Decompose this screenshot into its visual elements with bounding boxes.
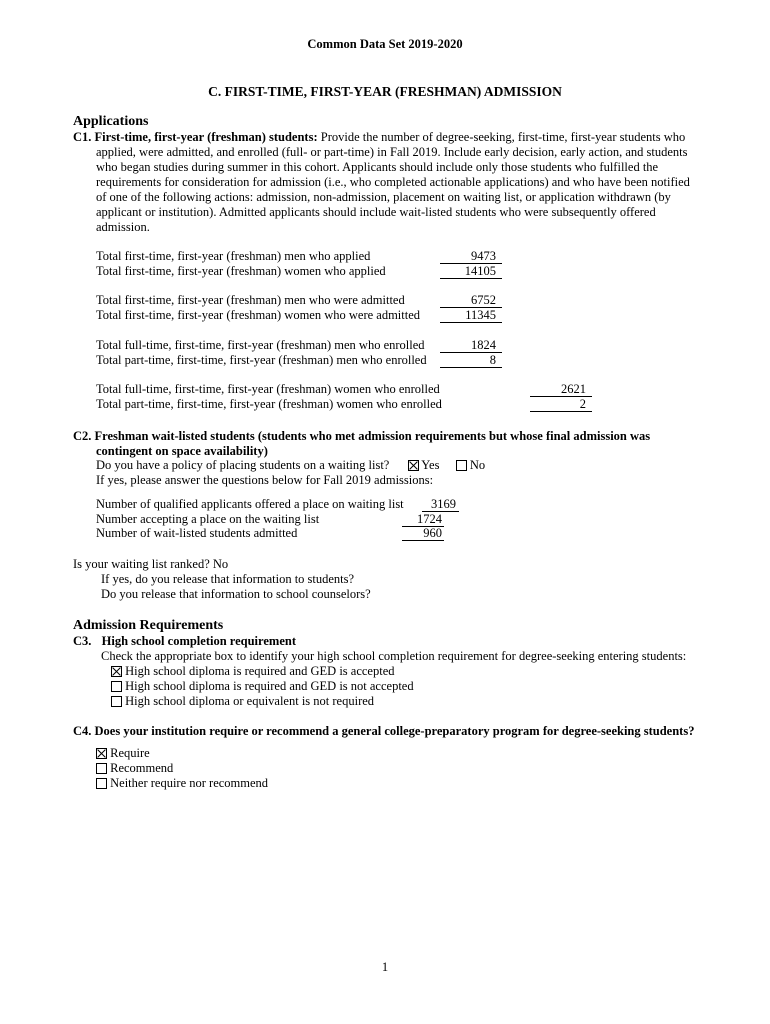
- waitlist-offered-label: Number of qualified applicants offered a place on waiting list: [96, 497, 404, 511]
- c1-line: requirements for consideration for admission (i.e., who completed actionable applications) and who have been notified: [96, 175, 690, 189]
- c4-question: [73, 724, 694, 740]
- c1-question: [73, 130, 685, 146]
- men-ft-enrolled-label: Total full-time, first-time, first-year (freshman) men who enrolled: [96, 338, 425, 352]
- c3-option-label: High school diploma is required and GED is not accepted: [125, 679, 414, 693]
- c3-option: [111, 664, 395, 680]
- section-title: C. FIRST-TIME, FIRST-YEAR (FRESHMAN) ADMISSION: [208, 84, 562, 99]
- page-header: Common Data Set 2019-2020: [307, 37, 463, 51]
- c4-option-label: Neither require nor recommend: [110, 776, 269, 790]
- page-number: 1: [381, 960, 389, 974]
- women-ft-enrolled-value: 2621: [530, 382, 592, 397]
- c1-line: admission.: [96, 220, 150, 234]
- c1-line: applicant or institution). Admitted applicants should include wait-listed students who were subsequently offered: [96, 205, 656, 219]
- c1-line: applied, were admitted, and enrolled (full- or part-time) in Fall 2019. Include early decision, early action, and students: [96, 145, 688, 159]
- c4-option-checkbox[interactable]: [96, 778, 107, 789]
- women-admitted-value: 11345: [440, 308, 502, 323]
- c3-option: [111, 679, 414, 695]
- women-pt-enrolled-label: Total part-time, first-time, first-year (freshman) women who enrolled: [96, 397, 442, 411]
- men-pt-enrolled-value: 8: [440, 353, 502, 368]
- waitlist-followup: If yes, please answer the questions below for Fall 2019 admissions:: [96, 473, 434, 487]
- c4-option-checkbox[interactable]: [96, 748, 107, 759]
- c3-label: C3.: [73, 634, 92, 648]
- men-pt-enrolled-label: Total part-time, first-time, first-year (freshman) men who enrolled: [96, 353, 427, 367]
- release-students: If yes, do you release that information to students?: [101, 572, 355, 586]
- waitlist-policy-row: [96, 458, 485, 474]
- waitlist-policy-question: Do you have a policy of placing students on a waiting list?: [96, 458, 390, 472]
- c2-label: C2.: [73, 429, 92, 443]
- c3-option-label: High school diploma or equivalent is not required: [125, 694, 375, 708]
- waitlist-admitted-label: Number of wait-listed students admitted: [96, 526, 298, 540]
- c4-option-checkbox[interactable]: [96, 763, 107, 774]
- women-admitted-label: Total first-time, first-year (freshman) women who were admitted: [96, 308, 421, 322]
- c2-question: [73, 429, 650, 445]
- men-applied-value: 9473: [440, 249, 502, 264]
- men-ft-enrolled-value: 1824: [440, 338, 502, 353]
- c3-option-checkbox[interactable]: [111, 666, 122, 677]
- c4-option: [96, 776, 268, 792]
- waitlist-admitted-value: 960: [402, 526, 444, 541]
- c1-line: who began studies during summer in this cohort. Applicants should include only those students who fulfilled the: [96, 160, 659, 174]
- c4-title: Does your institution require or recommend a general college-preparatory program for degree-seeking students?: [94, 724, 695, 738]
- c3-question: [73, 634, 296, 650]
- women-pt-enrolled-value: 2: [530, 397, 592, 412]
- c3-option-checkbox[interactable]: [111, 681, 122, 692]
- release-counselors: Do you release that information to school counselors?: [101, 587, 371, 601]
- c1-line: of one of the following actions: admission, non-admission, placement on waiting list, or application withdrawn (by: [96, 190, 671, 204]
- c3-option-label: High school diploma is required and GED is accepted: [125, 664, 395, 678]
- women-ft-enrolled-label: Total full-time, first-time, first-year (freshman) women who enrolled: [96, 382, 440, 396]
- men-applied-label: Total first-time, first-year (freshman) men who applied: [96, 249, 371, 263]
- c3-instruction: Check the appropriate box to identify your high school completion requirement for degree-seeking entering students:: [101, 649, 687, 663]
- c3-title: High school completion requirement: [101, 634, 296, 648]
- c1-label: C1.: [73, 130, 92, 144]
- waitlist-yes-checkbox[interactable]: [408, 460, 419, 471]
- women-applied-label: Total first-time, first-year (freshman) women who applied: [96, 264, 386, 278]
- c4-label: C4.: [73, 724, 92, 738]
- men-admitted-value: 6752: [440, 293, 502, 308]
- c4-option: [96, 761, 173, 777]
- c4-option-label: Recommend: [110, 761, 174, 775]
- applications-heading: Applications: [73, 114, 149, 129]
- men-admitted-label: Total first-time, first-year (freshman) men who were admitted: [96, 293, 405, 307]
- c1-text: Provide the number of degree-seeking, first-time, first-year students who: [320, 130, 686, 144]
- waitlist-ranked: Is your waiting list ranked? No: [73, 557, 229, 571]
- c4-option-label: Require: [110, 746, 150, 760]
- women-applied-value: 14105: [440, 264, 502, 279]
- c2-title-line1: Freshman wait-listed students (students who met admission requirements but whose final admission was: [94, 429, 651, 443]
- waitlist-no-checkbox[interactable]: [456, 460, 467, 471]
- c2-title-line2: contingent on space availability): [96, 444, 268, 458]
- waitlist-no-label: No: [469, 458, 486, 472]
- c1-bold-title: First-time, first-year (freshman) students:: [94, 130, 318, 144]
- waitlist-offered-value: 3169: [422, 497, 459, 512]
- waitlist-yes-label: Yes: [421, 458, 440, 472]
- c3-option: [111, 694, 374, 710]
- c4-option: [96, 746, 150, 762]
- waitlist-accepting-value: 1724: [402, 512, 444, 527]
- waitlist-accepting-label: Number accepting a place on the waiting list: [96, 512, 320, 526]
- c3-option-checkbox[interactable]: [111, 696, 122, 707]
- admission-requirements-heading: Admission Requirements: [73, 618, 224, 633]
